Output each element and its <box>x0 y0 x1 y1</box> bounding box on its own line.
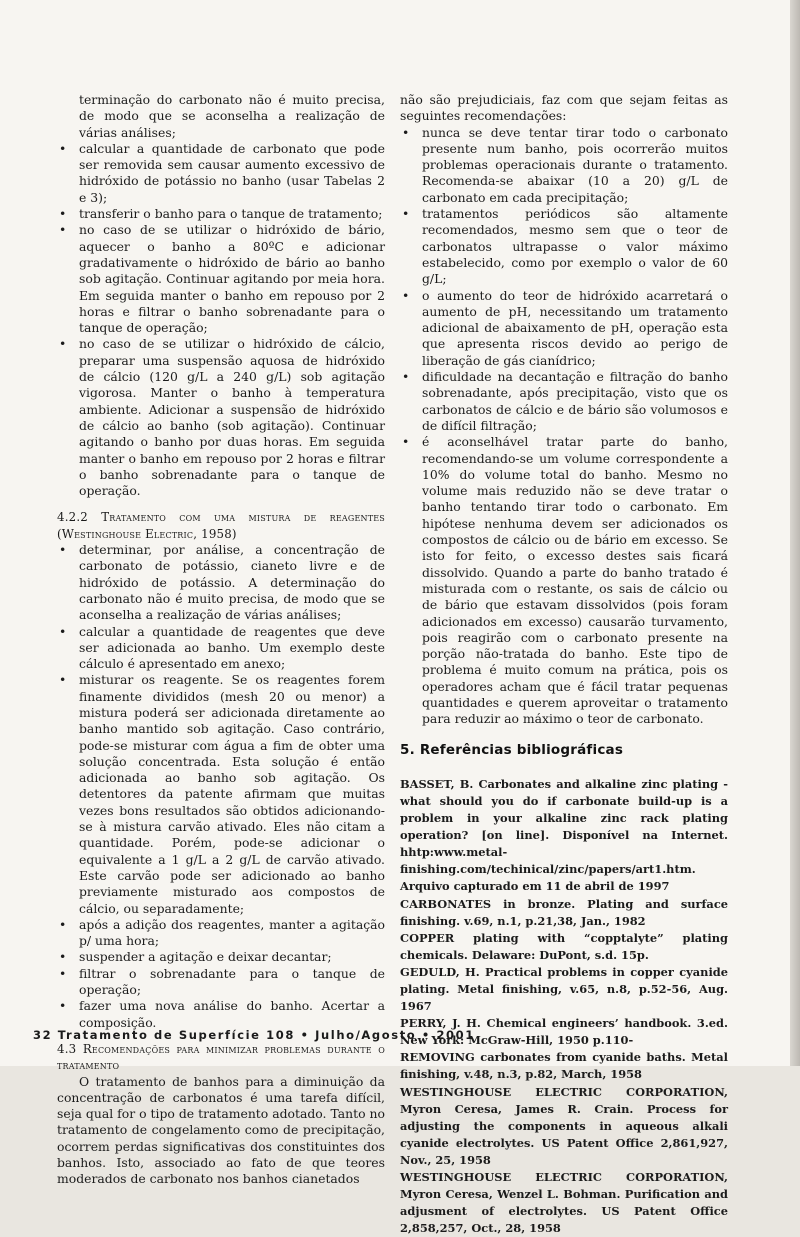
left-column <box>57 92 385 1188</box>
list-item: • no caso de se utilizar o hidróxido de bário, aquecer o banho a 80ºC e adicionar gradativamente o hidróxido de bário ao banho sob agitação. Continuar agitando por meia hora. Em seguida manter o banho em repouso por 2 horas e filtrar o banho sobrenadante para o tanque de operação; <box>57 222 385 336</box>
list-item: • após a adição dos reagentes, manter a agitação p/ uma hora; <box>57 917 385 950</box>
list-item: • misturar os reagente. Se os reagentes forem finamente divididos (mesh 20 ou menor) a mistura poderá ser adicionada diretamente ao banho mantido sob agitação. Caso contrário, pode-se misturar com água a fim de obter uma solução concentrada. Esta solução é então adicionada ao banho sob agitação. Os detentores da patente afirmam que muitas vezes bons resultados são obtidos adicionando-se à mistura carvão ativado. Eles não citam a quantidade. Porém, pode-se adicionar o equivalente a 1 g/L a 2 g/L de carvão ativado. Este carvão pode ser adicionado ao banho previamente misturado aos compostos de cálcio, ou separadamente; <box>57 672 385 916</box>
page-edge <box>790 0 800 1066</box>
subsection-heading-4-2-2: 4.2.2 Tratamento com uma mistura de reagentes (Westinghouse Electric, 1958) <box>57 510 385 541</box>
list-item: • no caso de se utilizar o hidróxido de cálcio, preparar uma suspensão aquosa de hidróxido de cálcio (120 g/L a 240 g/L) sob agitação vigorosa. Manter o banho à temperatura ambiente. Adicionar a suspensão de hidróxido de cálcio ao banho (sob agitação). Continuar agitando o banho por duas horas. Em seguida manter o banho em repouso por 2 horas e filtrar o banho sobrenadante para o tanque de operação. <box>57 336 385 499</box>
list-item: • filtrar o sobrenadante para o tanque de operação; <box>57 966 385 999</box>
right-column <box>400 92 728 1237</box>
list-item: • calcular a quantidade de reagentes que deve ser adicionada ao banho. Um exemplo deste cálculo é apresentado em anexo; <box>57 624 385 673</box>
list-item: • calcular a quantidade de carbonato que pode ser removida sem causar aumento excessivo de hidróxido de potássio no banho (usar Tabelas 2 e 3); <box>57 141 385 206</box>
page-footer: 32 Tratamento de Superfície 108 • Julho/Agosto • 2001 <box>33 1028 475 1042</box>
list-item: • nunca se deve tentar tirar todo o carbonato presente num banho, pois ocorrerão muitos problemas operacionais durante o tratamento. Recomenda-se abaixar (10 a 20) g/L de carbonato em cada precipitação; <box>400 125 728 206</box>
reference-list <box>400 776 728 1237</box>
reference-item: BASSET, B. Carbonates and alkaline zinc plating - what should you do if carbonate build-up is a problem in your alkaline zinc rack plating operation? [on line]. Disponível na Internet. hhtp:www.metal-finishing.com/techinical/zinc/papers/art1.htm. Arquivo capturado em 11 de abril de 1997 <box>400 776 728 894</box>
section-heading-references: 5. Referências bibliográficas <box>400 741 624 758</box>
list-item: • é aconselhável tratar parte do banho, recomendando-se um volume correspondente a 10% do volume total do banho. Mesmo no volume mais reduzido não se deve tratar o banho tentando tirar todo o carbonato. Em hipótese nenhuma devem ser adicionados os compostos de cálcio ou de bário em excesso. Se isto for feito, o excesso destes sais ficará dissolvido. Quando a parte do banho tratado é misturada com o restante, os sais de cálcio ou de bário que estavam dissolvidos (pois foram adicionados em excesso) causarão turvamento, pois reagirão com o carbonato presente na porção não-tratada do banho. Este tipo de problema é muito comum na prática, pois os operadores acham que é fácil tratar pequenas quantidades e querem aproveitar o tratamento para reduzir ao máximo o teor de carbonato. <box>400 434 728 727</box>
reference-item: PERRY, J. H. Chemical engineers’ handbook. 3.ed. New York: McGraw-Hill, 1950 p.110- <box>400 1016 728 1048</box>
list-item: • suspender a agitação e deixar decantar; <box>57 949 385 965</box>
body-paragraph: O tratamento de banhos para a diminuição da concentração de carbonatos é uma tarefa difícil, seja qual for o tipo de tratamento adotado. Tanto no tratamento de congelamento como de precipitação, ocorrem perdas significativas dos constituintes dos banhos. Isto, associado ao fato de que teores moderados de carbonato nos banhos cianetados <box>57 1073 385 1187</box>
list-item: • o aumento do teor de hidróxido acarretará o aumento de pH, necessitando um tratamento adicional de abaixamento de pH, operação esta que apresenta riscos devido ao perigo de liberação de gás cianídrico; <box>400 288 728 369</box>
reference-item: COPPER plating with “copptalyte” plating chemicals. Delaware: DuPont, s.d. 15p. <box>400 930 728 962</box>
reference-item: CARBONATES in bronze. Plating and surface finishing. v.69, n.1, p.21,38, Jan., 1982 <box>400 896 728 928</box>
reference-item: REMOVING carbonates from cyanide baths. Metal finishing, v.48, n.3, p.82, March, 1958 <box>400 1050 728 1082</box>
subsection-heading-4-3: 4.3 Recomendações para minimizar problemas durante o tratamento <box>57 1041 385 1073</box>
list-item: • tratamentos periódicos são altamente recomendados, mesmo sem que o teor de carbonatos ultrapasse o valor máximo estabelecido, como por exemplo o valor de 60 g/L; <box>400 206 728 287</box>
left-intro-continuation: terminação do carbonato não é muito precisa, de modo que se aconselha a realização de várias análises; <box>79 92 385 140</box>
left-bullet-list-2 <box>57 542 385 1031</box>
list-item: • dificuldade na decantação e filtração do banho sobrenadante, após precipitação, visto que os carbonatos de cálcio e de bário são volumosos e de difícil filtração; <box>400 369 728 434</box>
list-item: • transferir o banho para o tanque de tratamento; <box>57 206 385 222</box>
reference-item: WESTINGHOUSE ELECTRIC CORPORATION, Myron Ceresa, Wenzel L. Bohman. Purification and adjusment of electrolytes. US Patent Office 2,858,257, Oct., 28, 1958 <box>400 1170 728 1236</box>
reference-item: WESTINGHOUSE ELECTRIC CORPORATION, Myron Ceresa, James R. Crain. Process for adjusting the components in aqueous alkali cyanide electrolytes. US Patent Office 2,861,927, Nov., 25, 1958 <box>400 1084 728 1167</box>
reference-item: GEDULD, H. Practical problems in copper cyanide plating. Metal finishing, v.65, n.8, p.52-56, Aug. 1967 <box>400 964 728 1014</box>
right-bullet-list <box>400 125 728 728</box>
list-item: • fazer uma nova análise do banho. Acertar a composição. <box>57 998 385 1031</box>
right-intro-continuation: não são prejudiciais, faz com que sejam feitas as seguintes recomendações: <box>400 92 728 124</box>
left-bullet-list-1 <box>57 141 385 500</box>
list-item: • determinar, por análise, a concentração de carbonato de potássio, cianeto livre e de hidróxido de potássio. A determinação do carbonato não é muito precisa, de modo que se aconselha a realização de várias análises; <box>57 542 385 623</box>
